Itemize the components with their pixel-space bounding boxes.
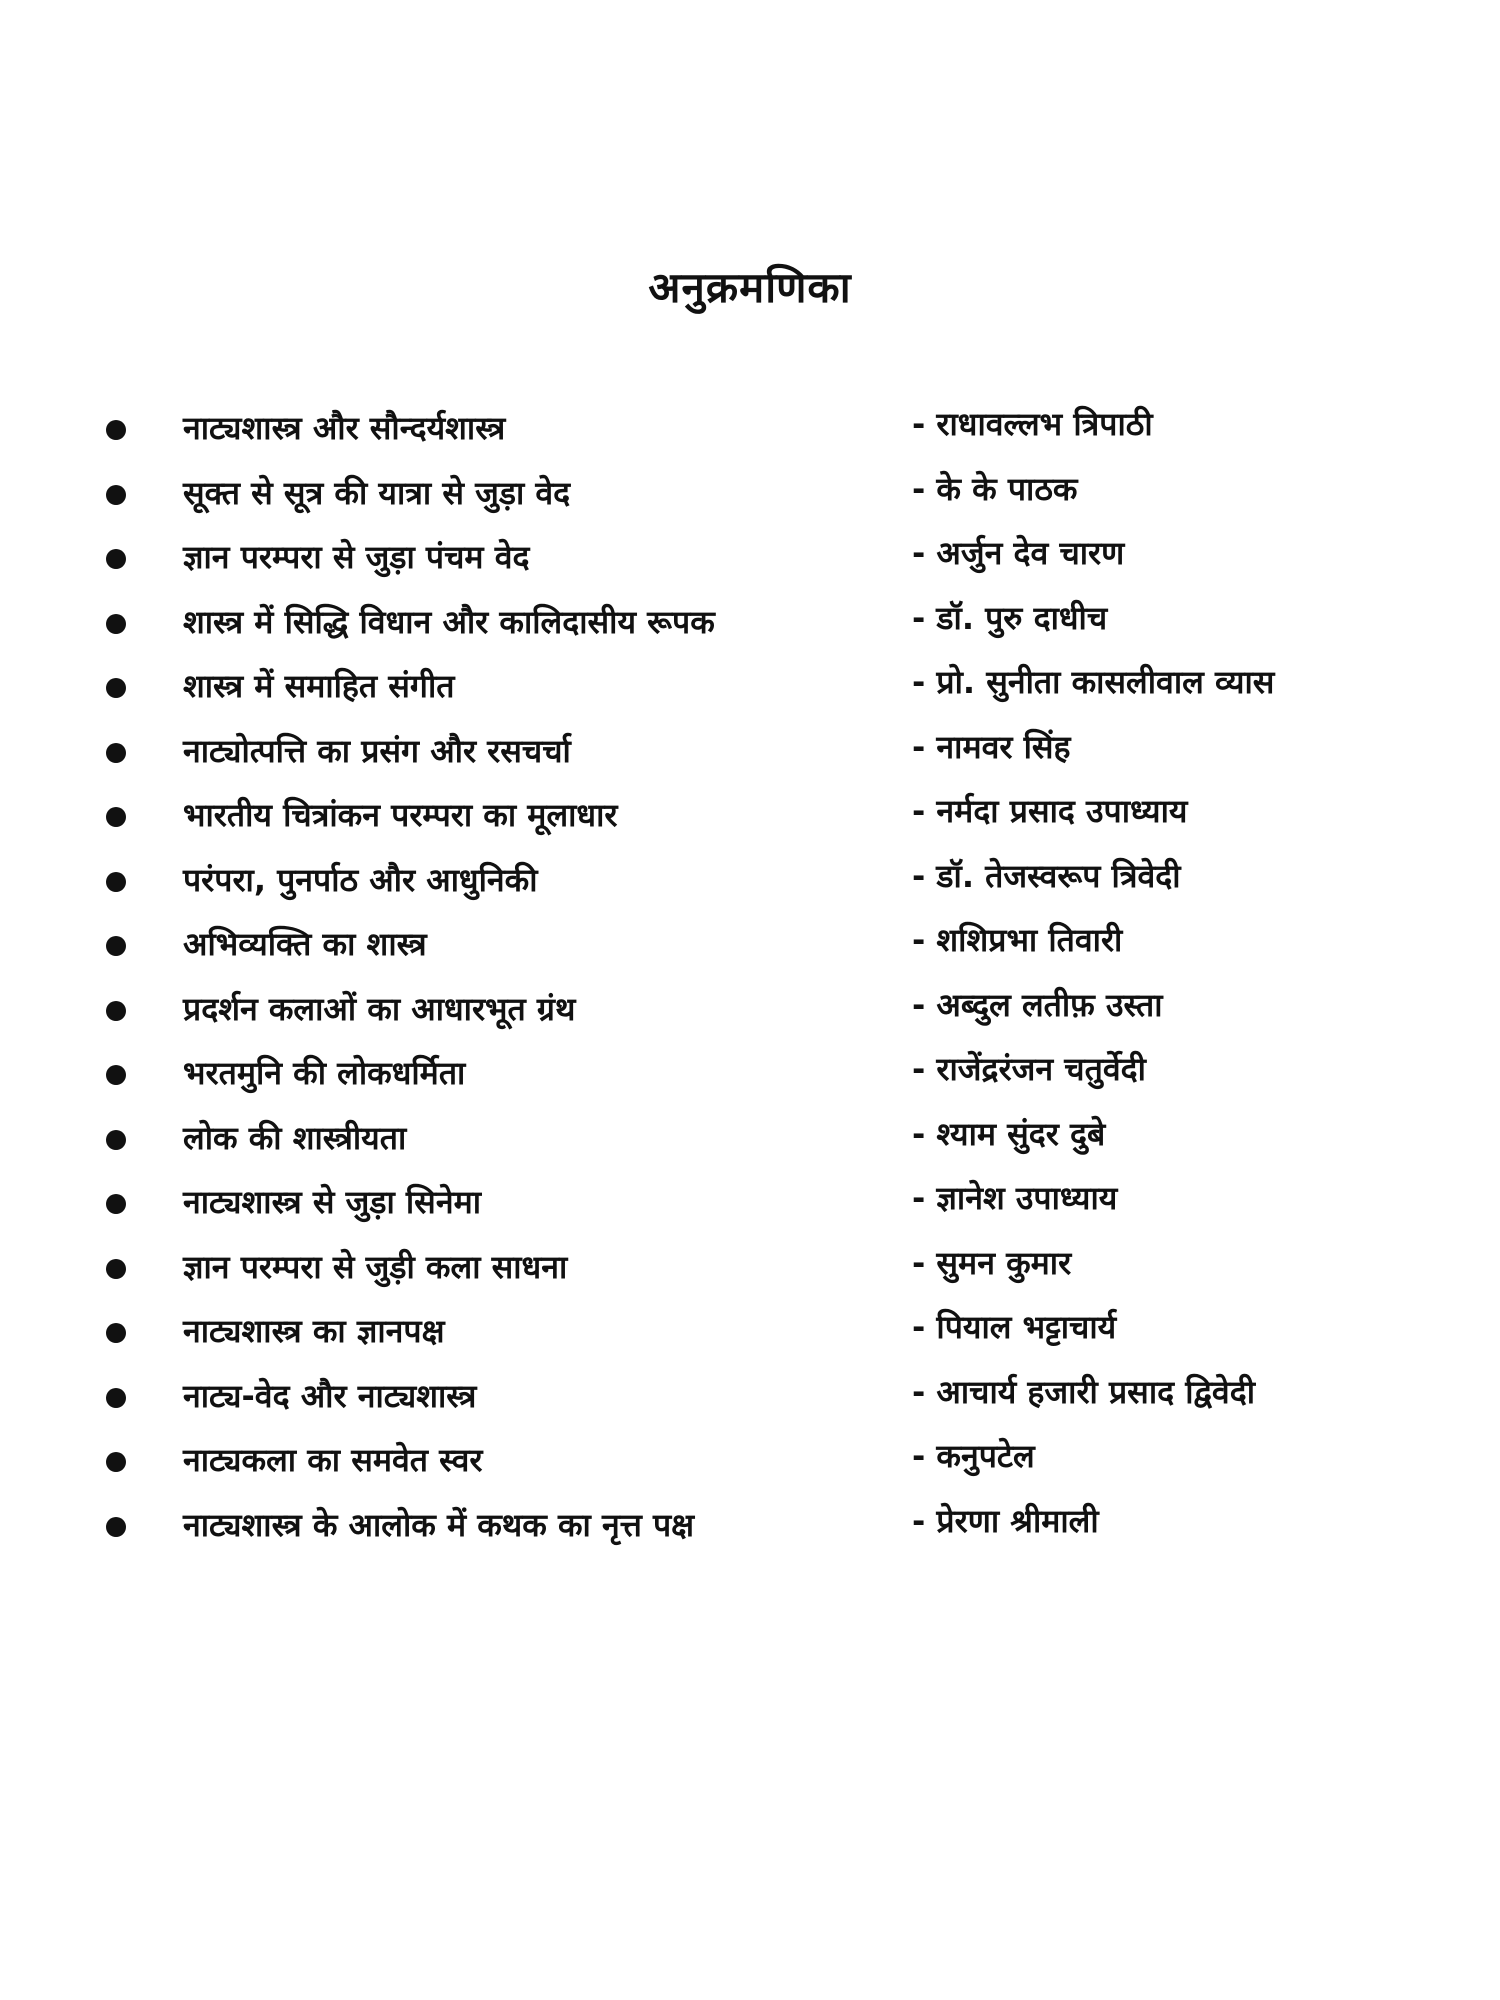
bullet-icon bbox=[106, 872, 126, 892]
toc-entry bbox=[0, 914, 1500, 979]
entry-author: - कनुपटेल bbox=[912, 1437, 1035, 1475]
entry-title: नाट्योत्पत्ति का प्रसंग और रसचर्चा bbox=[183, 731, 571, 770]
entry-author: - डॉ. तेजस्वरूप त्रिवेदी bbox=[912, 856, 1181, 895]
toc-entry bbox=[0, 398, 1500, 463]
entry-title: नाट्यकला का समवेत स्वर bbox=[183, 1441, 483, 1479]
entry-title: प्रदर्शन कलाओं का आधारभूत ग्रंथ bbox=[183, 989, 576, 1028]
entry-author: - शशिप्रभा तिवारी bbox=[912, 921, 1123, 959]
bullet-icon bbox=[106, 549, 126, 569]
entry-author: - राधावल्लभ त्रिपाठी bbox=[912, 405, 1153, 443]
toc-entry bbox=[0, 1366, 1500, 1431]
toc-entry bbox=[0, 592, 1500, 657]
toc-entry bbox=[0, 1172, 1500, 1237]
toc-entry bbox=[0, 1043, 1500, 1108]
toc-entry bbox=[0, 850, 1500, 915]
entry-title: ज्ञान परम्परा से जुड़ी कला साधना bbox=[183, 1247, 568, 1286]
bullet-icon bbox=[106, 420, 126, 440]
entry-author: - के के पाठक bbox=[912, 469, 1078, 508]
bullet-icon bbox=[106, 1259, 126, 1279]
entry-author: - नर्मदा प्रसाद उपाध्याय bbox=[912, 792, 1188, 830]
entry-title: नाट्य-वेद और नाट्यशास्त्र bbox=[183, 1376, 477, 1415]
entry-title: शास्त्र में सिद्धि विधान और कालिदासीय रूपक bbox=[183, 602, 715, 641]
toc-entry bbox=[0, 527, 1500, 592]
entry-title: ज्ञान परम्परा से जुड़ा पंचम वेद bbox=[183, 538, 530, 576]
bullet-icon bbox=[106, 614, 126, 634]
entry-title: भरतमुनि की लोकधर्मिता bbox=[183, 1054, 466, 1092]
bullet-icon bbox=[106, 1517, 126, 1537]
entry-title: नाट्यशास्त्र से जुड़ा सिनेमा bbox=[183, 1183, 481, 1221]
toc-entry bbox=[0, 1430, 1500, 1495]
bullet-icon bbox=[106, 1323, 126, 1343]
entry-author: - सुमन कुमार bbox=[912, 1243, 1072, 1282]
page-title: अनुक्रमणिका bbox=[648, 263, 852, 312]
toc-entry bbox=[0, 1237, 1500, 1302]
entry-author: - राजेंद्ररंजन चतुर्वेदी bbox=[912, 1050, 1146, 1088]
entry-title: अभिव्यक्ति का शास्त्र bbox=[183, 925, 427, 963]
entry-title: नाट्यशास्त्र और सौन्दर्यशास्त्र bbox=[183, 409, 506, 447]
entry-author: - नामवर सिंह bbox=[912, 727, 1071, 766]
entry-author: - पियाल भट्टाचार्य bbox=[912, 1308, 1117, 1346]
bullet-icon bbox=[106, 1452, 126, 1472]
toc-entry bbox=[0, 656, 1500, 721]
entry-title: सूक्त से सूत्र की यात्रा से जुड़ा वेद bbox=[183, 473, 571, 512]
bullet-icon bbox=[106, 1001, 126, 1021]
bullet-icon bbox=[106, 678, 126, 698]
entry-author: - ज्ञानेश उपाध्याय bbox=[912, 1179, 1118, 1217]
entry-title: परंपरा, पुनर्पाठ और आधुनिकी bbox=[183, 860, 538, 899]
entry-author: - श्याम सुंदर दुबे bbox=[912, 1114, 1106, 1153]
bullet-icon bbox=[106, 1130, 126, 1150]
toc-entry bbox=[0, 785, 1500, 850]
bullet-icon bbox=[106, 936, 126, 956]
entry-author: - अब्दुल लतीफ़ उस्ता bbox=[912, 985, 1163, 1024]
bullet-icon bbox=[106, 807, 126, 827]
toc-entry bbox=[0, 721, 1500, 786]
bullet-icon bbox=[106, 1388, 126, 1408]
entry-title: नाट्यशास्त्र के आलोक में कथक का नृत्त पक्ष bbox=[183, 1505, 695, 1544]
bullet-icon bbox=[106, 485, 126, 505]
entry-author: - अर्जुन देव चारण bbox=[912, 534, 1125, 572]
bullet-icon bbox=[106, 1194, 126, 1214]
entry-title: शास्त्र में समाहित संगीत bbox=[183, 667, 455, 705]
toc-entry bbox=[0, 1108, 1500, 1173]
table-of-contents bbox=[0, 398, 1500, 1559]
bullet-icon bbox=[106, 743, 126, 763]
entry-title: नाट्यशास्त्र का ज्ञानपक्ष bbox=[183, 1312, 445, 1350]
toc-entry bbox=[0, 1495, 1500, 1560]
entry-title: भारतीय चित्रांकन परम्परा का मूलाधार bbox=[183, 796, 618, 834]
entry-author: - प्रो. सुनीता कासलीवाल व्यास bbox=[912, 663, 1275, 701]
toc-entry bbox=[0, 979, 1500, 1044]
entry-author: - प्रेरणा श्रीमाली bbox=[912, 1501, 1099, 1540]
toc-entry bbox=[0, 1301, 1500, 1366]
entry-title: लोक की शास्त्रीयता bbox=[183, 1118, 407, 1157]
entry-author: - डॉ. पुरु दाधीच bbox=[912, 598, 1108, 637]
entry-author: - आचार्य हजारी प्रसाद द्विवेदी bbox=[912, 1372, 1255, 1411]
toc-entry bbox=[0, 463, 1500, 528]
bullet-icon bbox=[106, 1065, 126, 1085]
